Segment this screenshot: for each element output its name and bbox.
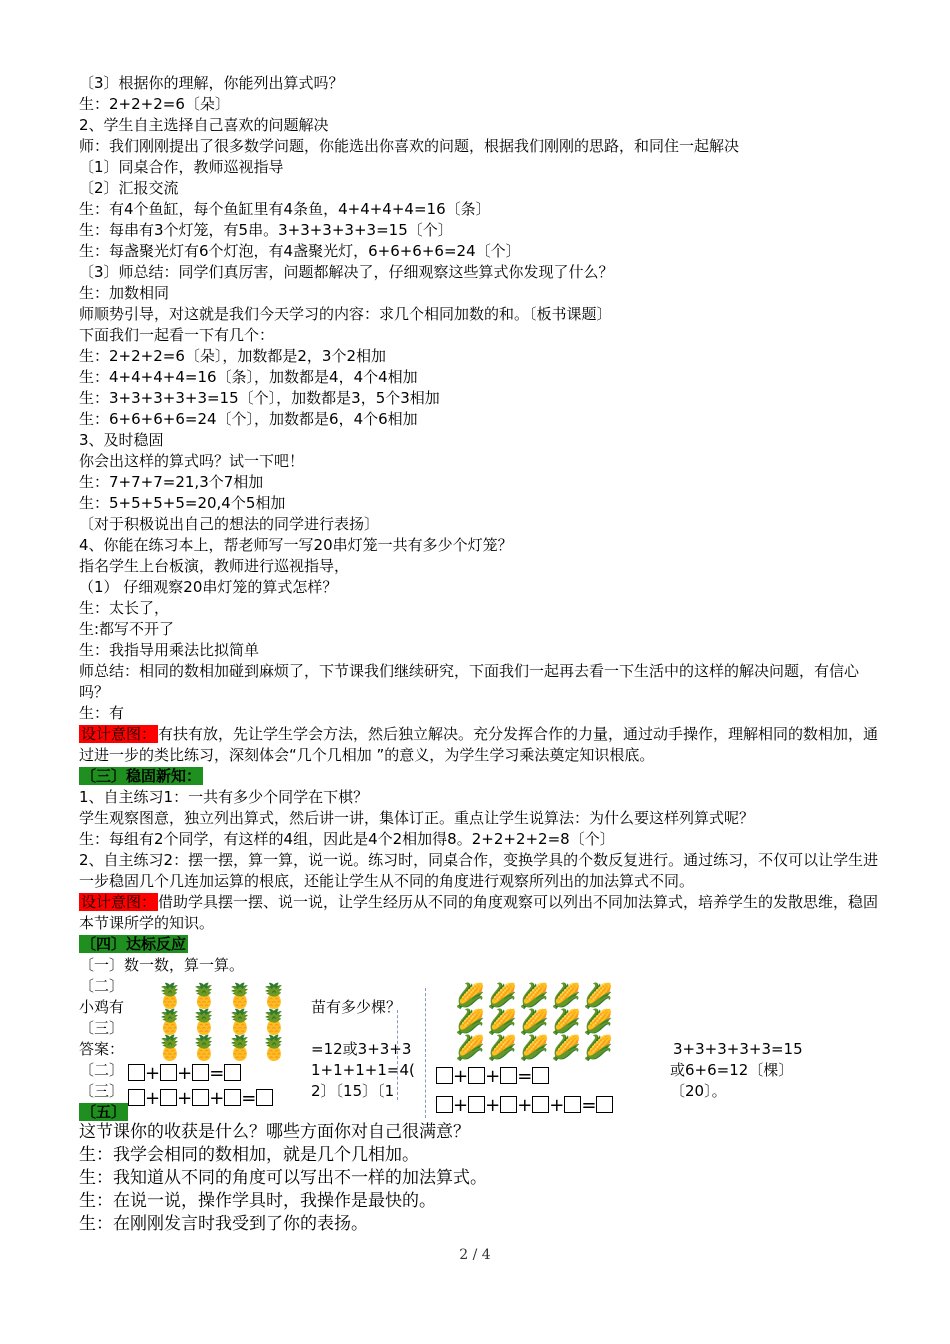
text-line: 〔三〕 [79,1019,125,1037]
plus-sign: + [453,1095,469,1116]
corn-icon: 🌽 [519,982,549,1010]
answer-box[interactable] [160,1089,177,1106]
plus-sign: + [177,1088,193,1109]
text-line: 师：我们刚刚提出了很多数学问题，你能选出你喜欢的问题，根据我们刚刚的思路，和同住一起解决 [79,137,740,155]
text-line: 生：有4个鱼缸，每个鱼缸里有4条鱼，4+4+4+4=16〔条〕 [79,200,491,218]
answer-box[interactable] [128,1064,145,1081]
text-line: 〔1〕同桌合作，教师巡视指导 [79,158,284,176]
answer-box[interactable] [192,1064,209,1081]
answer-box[interactable] [192,1089,209,1106]
plus-sign: + [549,1095,565,1116]
text-line: 下面我们一起看一下有几个： [79,326,275,344]
text-line: 〔2〕汇报交流 [79,179,179,197]
text-line: 〔一〕数一数，算一算。 [79,956,245,974]
pineapple-icon: 🍍 [155,1034,185,1062]
text-line: 生:都写不开了 [79,620,175,638]
text-line: 生：4+4+4+4=16〔条〕，加数都是4，4个4相加 [79,368,418,386]
equals-sign: = [241,1088,257,1109]
pineapple-icon: 🍍 [155,982,185,1010]
answer-box[interactable] [532,1067,549,1084]
section-heading [79,1102,128,1122]
answer-box[interactable] [596,1096,613,1113]
text-line: 生：2+2+2=6〔朵〕 [79,95,230,113]
plus-sign: + [209,1088,225,1109]
text-line: 或6+6=12〔棵〕 [670,1061,794,1079]
text-line: 生：5+5+5+5=20,4个5相加 [79,494,286,512]
text-line: 指名学生上台板演，教师进行巡视指导， [79,557,350,575]
text-line: 答案： [79,1040,125,1058]
equals-sign: = [517,1066,533,1087]
answer-box[interactable] [500,1067,517,1084]
pineapple-icon: 🍍 [155,1008,185,1036]
text-line: 生：在说一说，操作学具时，我操作是最快的。 [79,1191,436,1211]
corn-icon: 🌽 [583,1034,613,1062]
section-five-title: 〔五〕 [81,1103,127,1121]
text-line: 2〕〔15〕〔1 [311,1082,395,1100]
pineapple-icon: 🍍 [189,1008,219,1036]
corn-icon: 🌽 [455,1008,485,1036]
blank-equation-4-terms [128,1088,273,1110]
text-line: 〔二〕 [79,1061,125,1079]
plus-sign: + [517,1095,533,1116]
corn-icon: 🌽 [583,1008,613,1036]
section-three-title: 〔三〕稳固新知： [81,767,202,785]
equals-sign: = [209,1063,225,1084]
text-line: 〔三〕 [79,1082,125,1100]
plus-sign: + [145,1063,161,1084]
section-heading [79,934,188,954]
corn-icon: 🌽 [519,1034,549,1062]
pineapple-icon: 🍍 [259,982,289,1010]
answer-box[interactable] [500,1096,517,1113]
pineapple-icon: 🍍 [189,1034,219,1062]
corn-icon: 🌽 [551,982,581,1010]
answer-box[interactable] [436,1067,453,1084]
design-intent-1 [79,724,884,766]
design-intent-text: 有扶有放，先让学生学会方法，然后独立解决。充分发挥合作的力量，通过动手操作，理解相同的数相加，通过进一步的类比练习，深刻体会“几个几相加 ”的意义，为学生学习乘法奠定知识根底。 [79,725,879,764]
separator [425,988,426,1118]
pineapple-icon: 🍍 [225,1008,255,1036]
pineapple-picture [155,983,301,1061]
answer-box[interactable] [224,1089,241,1106]
text-line: 生：加数相同 [79,284,170,302]
blank-equation-5-terms [436,1095,613,1117]
text-line: 生：每串有3个灯笼，有5串。3+3+3+3+3=15〔个〕 [79,221,453,239]
section-heading [79,766,203,786]
answer-box[interactable] [564,1096,581,1113]
text-line: 生：2+2+2=6〔朵〕，加数都是2，3个2相加 [79,347,387,365]
text-line: =12或3+3+3 [311,1040,412,1058]
pineapple-icon: 🍍 [225,1034,255,1062]
text-line: 生：我指导用乘法比拟简单 [79,641,260,659]
design-intent-tag: 设计意图： [81,893,157,911]
section-four-title: 〔四〕达标反应 [81,935,187,953]
student-answer: 生：有 [79,704,125,722]
corn-icon: 🌽 [583,982,613,1010]
corn-icon: 🌽 [519,1008,549,1036]
text-line: 〔二〕 [79,977,125,995]
text-line: 生：我知道从不同的角度可以写出不一样的加法算式。 [79,1168,487,1188]
separator [397,1010,398,1100]
design-intent-2 [79,892,884,934]
text-line: 你会出这样的算式吗？试一下吧！ [79,452,305,470]
corn-icon: 🌽 [487,982,517,1010]
corn-icon: 🌽 [551,1034,581,1062]
text-line: 师顺势引导，对这就是我们今天学习的内容：求几个相同加数的和。〔板书课题〕 [79,305,612,323]
corn-icon: 🌽 [487,1034,517,1062]
answer-box[interactable] [224,1064,241,1081]
corn-icon: 🌽 [551,1008,581,1036]
text-line: 生：每组有2个同学，有这样的4组，因此是4个2相加得8。2+2+2+2=8〔个〕 [79,830,615,848]
pineapple-icon: 🍍 [259,1008,289,1036]
pineapple-icon: 🍍 [259,1034,289,1062]
corn-icon: 🌽 [455,1034,485,1062]
answer-box[interactable] [128,1089,145,1106]
text-line: 生：太长了， [79,599,170,617]
plus-sign: + [485,1095,501,1116]
text-line: 小鸡有 [79,998,125,1016]
pineapple-icon: 🍍 [225,982,255,1010]
answer-box[interactable] [532,1096,549,1113]
corn-icon: 🌽 [487,1008,517,1036]
text-line: （1） 仔细观察20串灯笼的算式怎样？ [79,578,338,596]
text-line: 这节课你的收获是什么？哪些方面你对自己很满意？ [79,1122,470,1142]
text-line: 生：7+7+7=21,3个7相加 [79,473,264,491]
design-intent-tag: 设计意图： [81,725,157,743]
answer-box[interactable] [468,1096,485,1113]
text-line: 苗有多少棵？ [311,998,402,1016]
text-line: 生：3+3+3+3+3=15〔个〕，加数都是3，5个3相加 [79,389,440,407]
text-line: 2、学生自主选择自己喜欢的问题解决 [79,116,329,134]
plus-sign: + [177,1063,193,1084]
corn-picture [455,983,615,1061]
text-line: 1、自主练习1：一共有多少个同学在下棋？ [79,788,369,806]
text-line: 生：6+6+6+6=24〔个〕，加数都是6，4个6相加 [79,410,418,428]
blank-equation-3-terms [436,1066,549,1088]
plus-sign: + [145,1088,161,1109]
design-intent-text: 借助学具摆一摆、说一说，让学生经历从不同的角度观察可以列出不同加法算式，培养学生的发散思维，稳固本节课所学的知识。 [79,893,879,932]
answer-box[interactable] [468,1067,485,1084]
text-line: 生：我学会相同的数相加，就是几个几相加。 [79,1145,419,1165]
text-line: 生：每盏聚光灯有6个灯泡，有4盏聚光灯，6+6+6+6=24〔个〕 [79,242,521,260]
blank-equation-3-terms [128,1063,241,1085]
text-line: 生：在刚刚发言时我受到了你的表扬。 [79,1214,368,1234]
corn-icon: 🌽 [455,982,485,1010]
pineapple-icon: 🍍 [189,982,219,1010]
text-line: 4、你能在练习本上，帮老师写一写20串灯笼一共有多少个灯笼？ [79,536,513,554]
answer-box[interactable] [160,1064,177,1081]
text-paragraph: 2、自主练习2：摆一摆，算一算，说一说。练习时，同桌合作，变换学具的个数反复进行。通过练习，不仅可以让学生进一步稳固几个几连加运算的根底，还能让学生从不同的角度进行观察所列出的加法算式不同。 [79,851,879,890]
text-line: 1+1+1+1=4( [311,1061,415,1079]
text-line: 〔3〕师总结：同学们真厉害，问题都解决了，仔细观察这些算式你发现了什么？ [79,263,614,281]
text-line: 3、及时稳固 [79,431,164,449]
text-line: 〔20〕。 [670,1082,727,1100]
teacher-summary: 师总结：相同的数相加碰到麻烦了，下节课我们继续研究，下面我们一起再去看一下生活中的这样的解决问题，有信心吗？ [79,662,860,701]
equals-sign: = [581,1095,597,1116]
text-line: 学生观察图意，独立列出算式，然后讲一讲，集体订正。重点让学生说算法：为什么要这样列算式呢？ [79,809,755,827]
text-line: 〔对于积极说出自己的想法的同学进行表扬〕 [79,515,380,533]
answer-box[interactable] [436,1096,453,1113]
text-line: 3+3+3+3+3=15 [673,1040,803,1058]
plus-sign: + [453,1066,469,1087]
text-line: 〔3〕根据你的理解，你能列出算式吗？ [79,74,344,92]
plus-sign: + [485,1066,501,1087]
page-number: 2 / 4 [459,1247,491,1263]
answer-box[interactable] [256,1089,273,1106]
